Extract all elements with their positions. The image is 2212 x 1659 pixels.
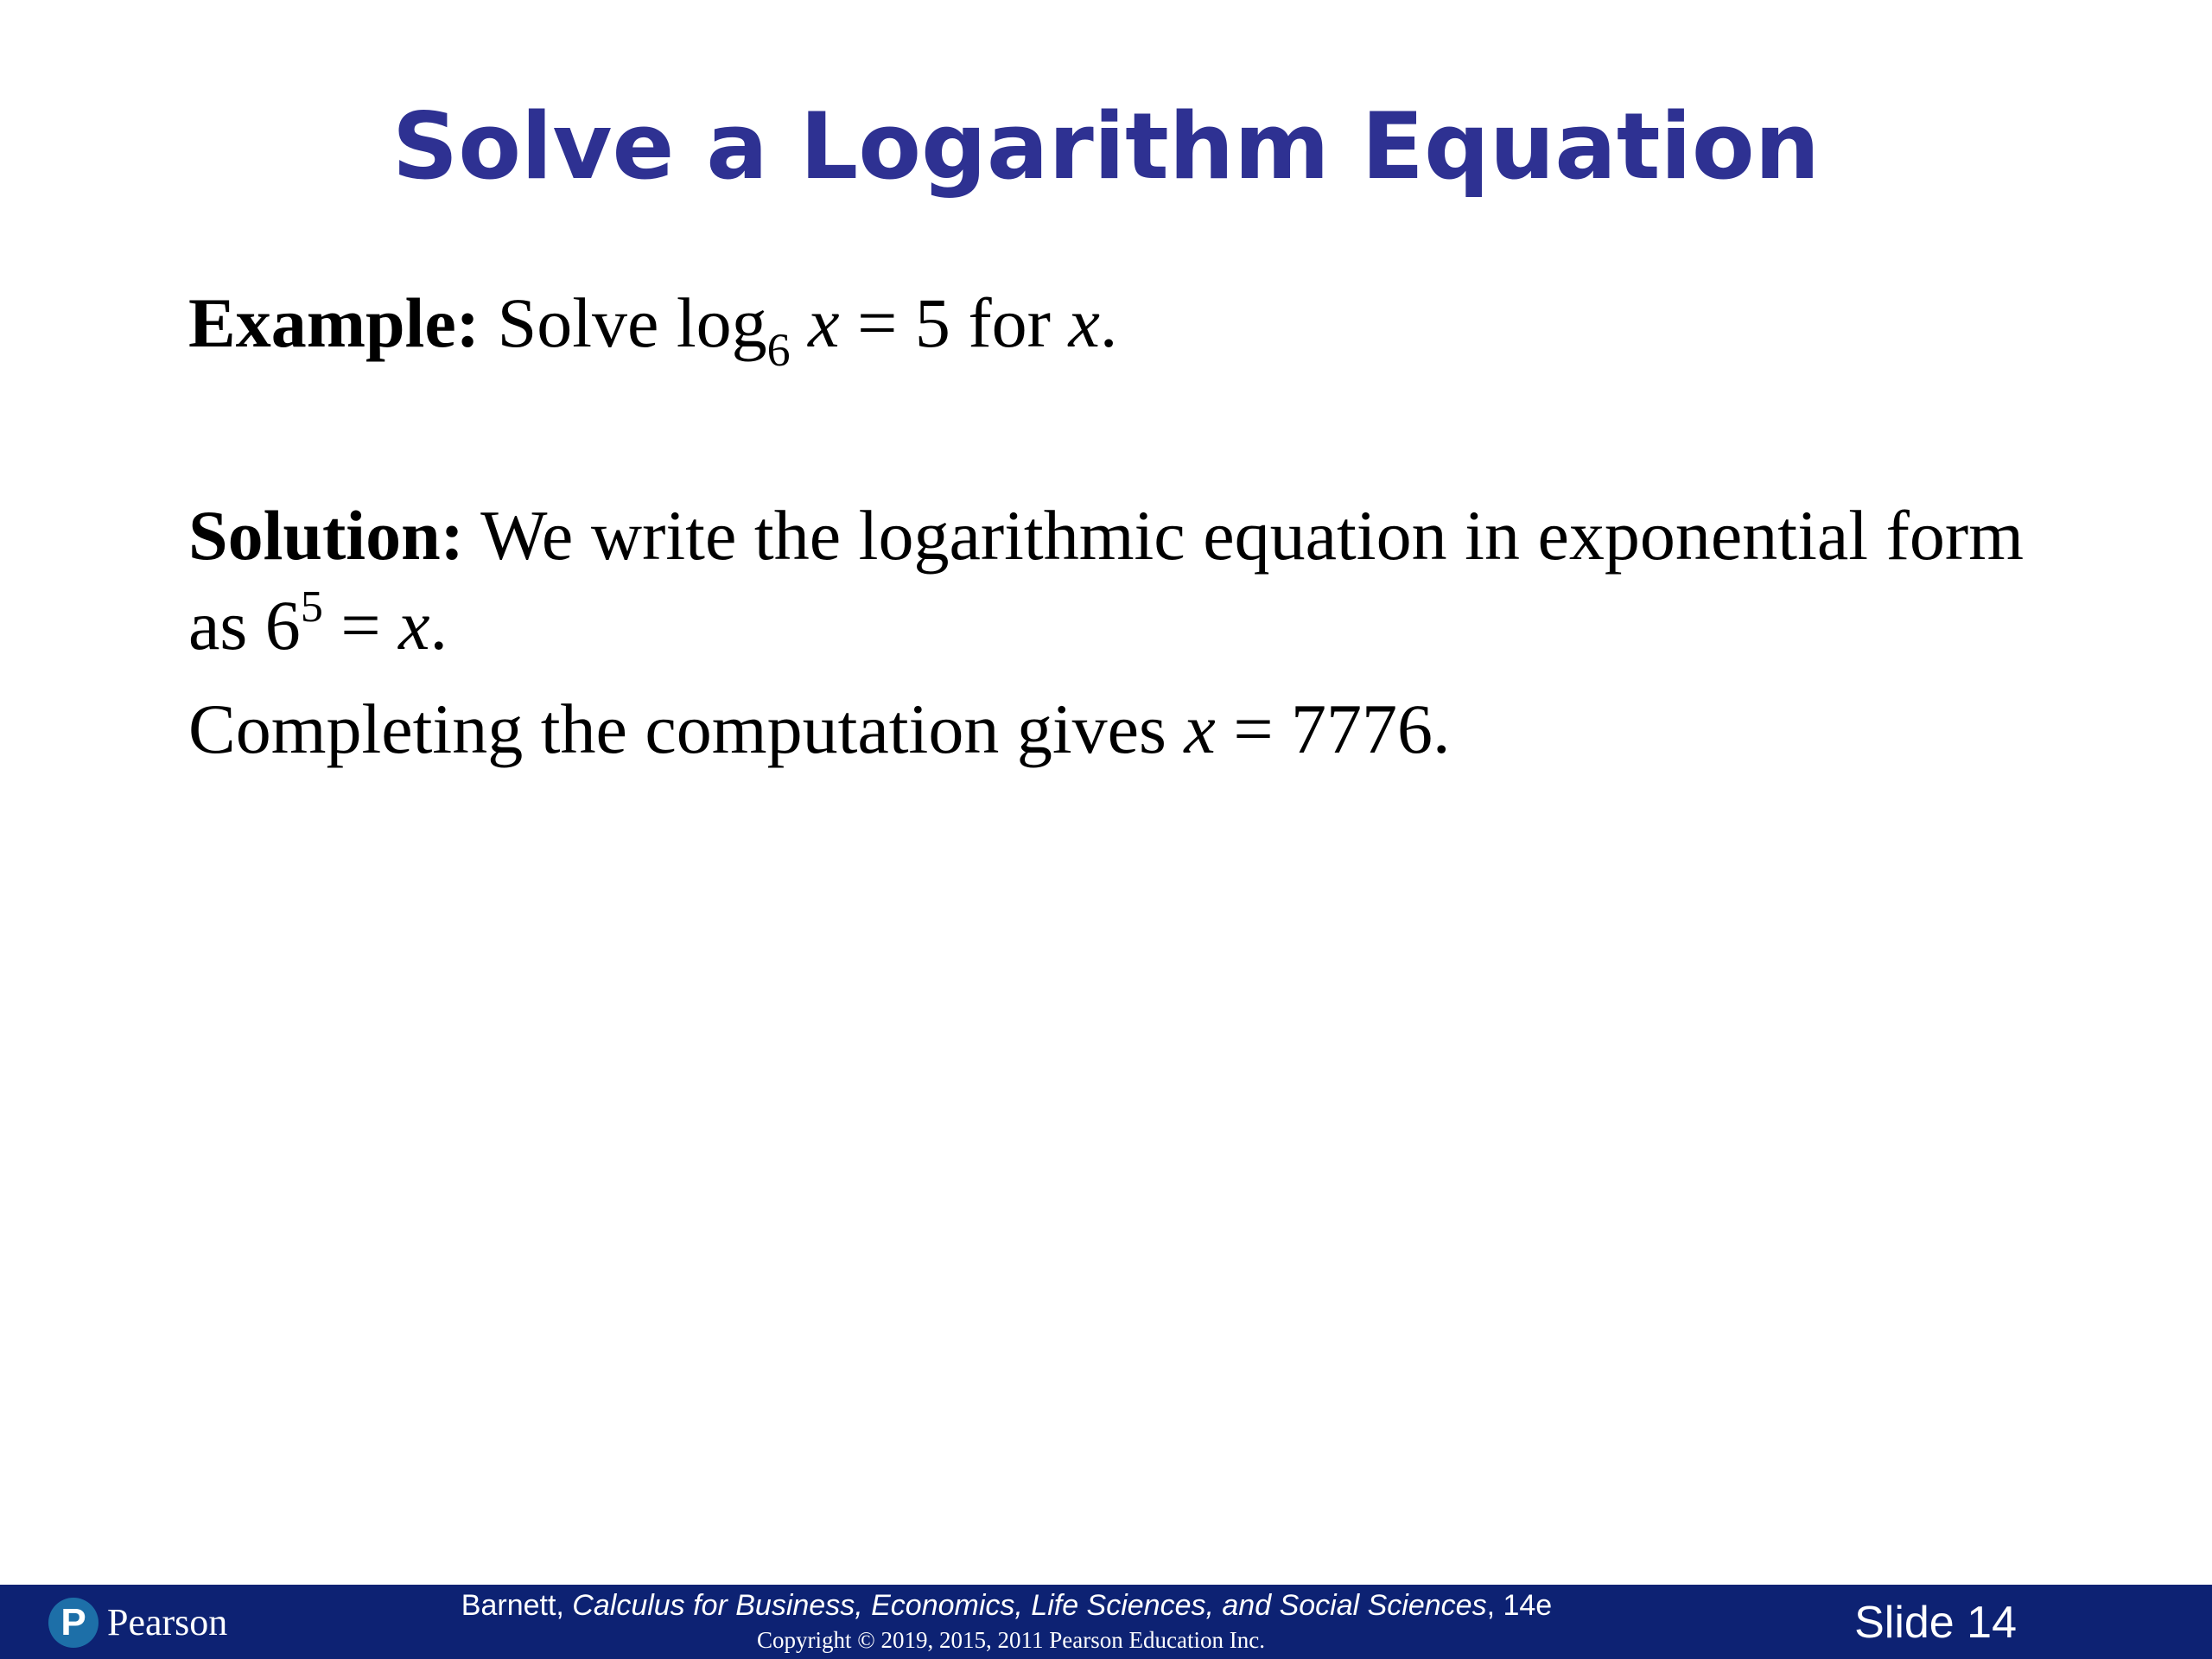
pearson-wordmark: Pearson xyxy=(107,1601,228,1643)
example-equation-text: = 5 for xyxy=(839,283,1069,362)
example-variable-2: x xyxy=(1068,283,1100,362)
example-label: Example: xyxy=(188,283,480,362)
log-base-subscript: 6 xyxy=(766,324,791,376)
solution-paragraph xyxy=(188,491,2024,680)
solution-text: We write the logarithmic equation in exponential form as 6 xyxy=(188,496,2024,664)
exponent-superscript: 5 xyxy=(300,582,323,632)
copyright-notice: Copyright © 2019, 2015, 2011 Pearson Education Inc. xyxy=(757,1627,1265,1653)
example-period: . xyxy=(1099,283,1118,362)
completing-result: = 7776. xyxy=(1215,690,1451,768)
solution-variable: x xyxy=(398,586,430,664)
solution-equals: = xyxy=(322,586,399,664)
solution-label: Solution: xyxy=(188,496,464,575)
pearson-p-icon: P xyxy=(48,1598,99,1648)
citation-book-title: Calculus for Business, Economics, Life Sciences, and Social Sciences xyxy=(572,1589,1487,1622)
completing-text: Completing the computation gives xyxy=(188,690,1185,768)
citation-author: Barnett, xyxy=(461,1589,573,1622)
completing-paragraph xyxy=(188,684,2024,774)
footer-bar xyxy=(0,1585,2212,1659)
example-text: Solve log xyxy=(480,283,767,362)
solution-period: . xyxy=(429,586,448,664)
example-paragraph xyxy=(188,278,2024,376)
slide-title: Solve a Logarithm Equation xyxy=(391,93,1821,200)
citation-edition: , 14e xyxy=(1486,1589,1553,1622)
example-space xyxy=(791,283,809,362)
example-variable: x xyxy=(808,283,840,362)
completing-variable: x xyxy=(1184,690,1216,768)
slide-number: Slide 14 xyxy=(1854,1598,2017,1648)
